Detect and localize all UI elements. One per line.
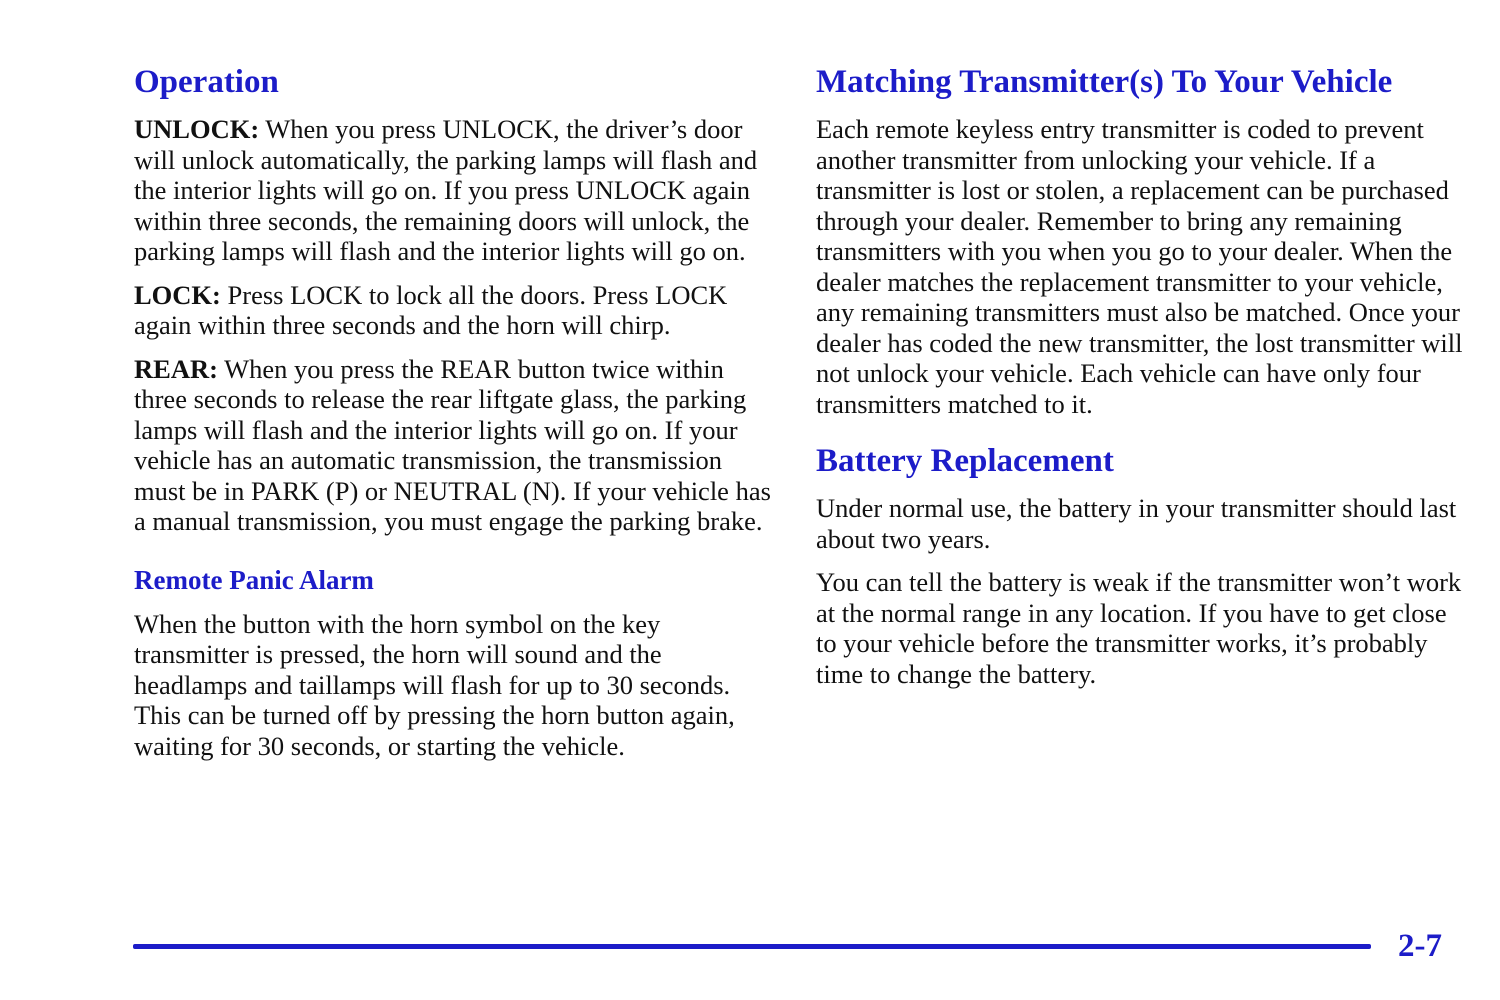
unlock-label: UNLOCK:	[134, 114, 260, 144]
rear-text: When you press the REAR button twice within three seconds to release the rear liftgate glass, the parking lamps will flash and the interior lights will go on. If your vehicle has an automatic transmission, the transmission must be in PARK (P) or NEUTRAL (N). If your vehicle has a manual transmission, you must engage the parking brake.	[134, 353, 771, 536]
operation-heading: Operation	[134, 64, 279, 100]
page-number: 2-7	[1398, 928, 1442, 964]
lock-text: Press LOCK to lock all the doors. Press LOCK again within three seconds and the horn will chirp.	[134, 279, 728, 340]
matching-transmitters-section	[816, 62, 1466, 419]
battery-paragraph-1: Under normal use, the battery in your transmitter should last about two years.	[816, 493, 1457, 554]
remote-panic-alarm-section	[134, 563, 774, 762]
rear-label: REAR:	[134, 353, 218, 384]
remote-panic-alarm-heading: Remote Panic Alarm	[134, 564, 374, 595]
unlock-text: When you press UNLOCK, the driver’s door will unlock automatically, the parking lamps will flash and the interior lights will go on. If you press UNLOCK again within three seconds, the remaining doors will unlock, the parking lamps will flash and the interior lights will go on.	[134, 114, 758, 266]
matching-transmitters-heading: Matching Transmitter(s) To Your Vehicle	[816, 64, 1393, 100]
battery-replacement-section	[816, 441, 1466, 689]
battery-paragraph-2: You can tell the battery is weak if the transmitter won’t work at the normal range in any location. If you have to get close to your vehicle before the transmitter works, it’s probably time to change the battery.	[816, 567, 1462, 689]
right-column	[816, 62, 1466, 702]
matching-transmitters-paragraph: Each remote keyless entry transmitter is coded to prevent another transmitter from unlocking your vehicle. If a transmitter is lost or stolen, a replacement can be purchased through your dealer. Remember to bring any remaining transmitters with you when you go to your dealer. When the dealer matches the replacement transmitter to your vehicle, any remaining transmitters must also be matched. Once your dealer has coded the new transmitter, the lost transmitter will not unlock your vehicle. Each vehicle can have only four transmitters matched to it.	[816, 114, 1463, 419]
remote-panic-alarm-paragraph: When the button with the horn symbol on the key transmitter is pressed, the horn will sound and the headlamps and taillamps will flash for up to 30 seconds. This can be turned off by pressing the horn button again, waiting for 30 seconds, or starting the vehicle.	[134, 608, 735, 761]
rear-paragraph	[134, 354, 774, 537]
operation-section	[134, 62, 774, 537]
left-column	[134, 62, 774, 774]
footer-rule	[133, 944, 1371, 949]
battery-replacement-heading: Battery Replacement	[816, 443, 1114, 479]
lock-paragraph	[134, 280, 774, 341]
unlock-paragraph	[134, 114, 774, 267]
lock-label: LOCK:	[134, 279, 221, 310]
